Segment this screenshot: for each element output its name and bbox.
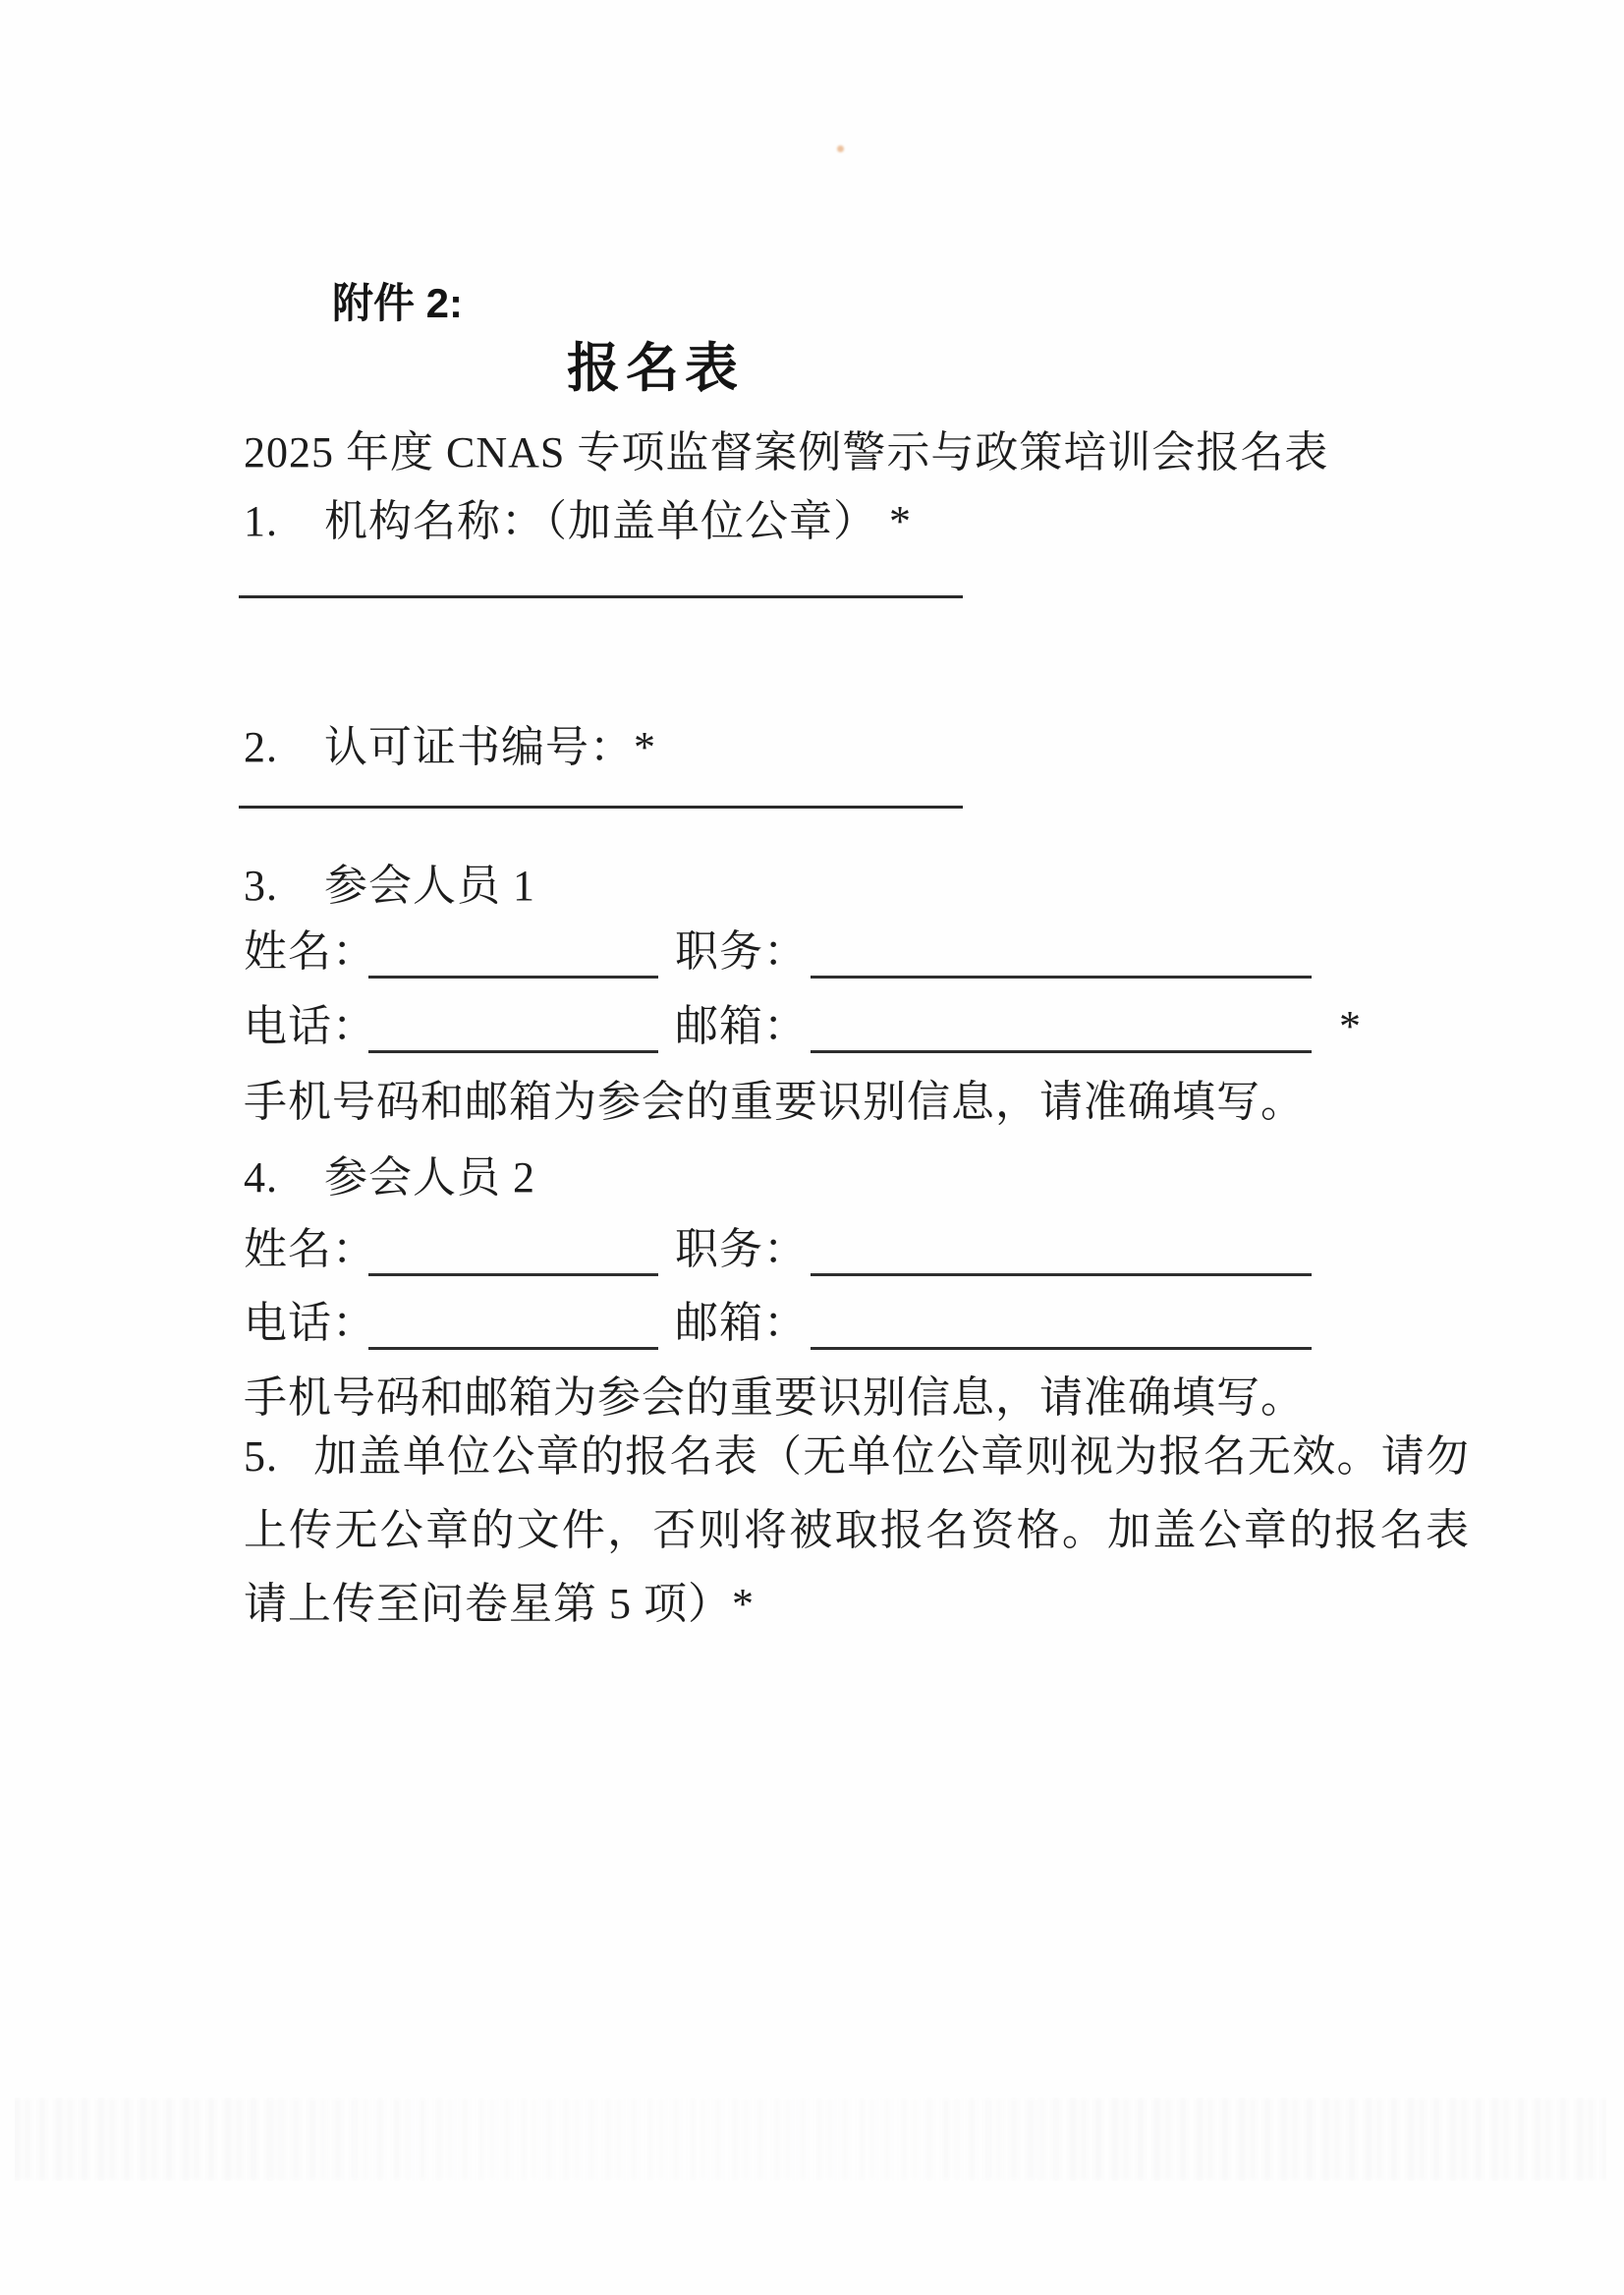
section-attendee1-heading xyxy=(244,850,535,913)
attendee1-name-row xyxy=(244,916,1312,975)
attendee1-required-asterisk: * xyxy=(1339,1002,1362,1050)
scan-bleedthrough-artifact xyxy=(15,2098,1606,2181)
attendee1-name-blank xyxy=(368,924,658,979)
attendee1-mail-label: 邮箱： xyxy=(675,1002,808,1050)
attendee2-job-blank xyxy=(811,1222,1312,1276)
section-stamp-number: 5. xyxy=(244,1432,278,1481)
attendee1-phone-row xyxy=(244,990,1362,1049)
org-name-blank-line xyxy=(239,595,963,598)
attendee1-mail-blank xyxy=(811,999,1312,1053)
attendee2-mail-blank xyxy=(811,1296,1312,1350)
section-stamp-paragraph xyxy=(244,1420,1470,1641)
attendee2-phone-label: 电话： xyxy=(244,1299,376,1347)
section-org xyxy=(244,485,912,548)
section-cert xyxy=(244,711,656,774)
section-cert-label: 认可证书编号：* xyxy=(324,723,656,771)
section-stamp-label: 加盖单位公章的报名表（无单位公章则视为报名无效。请勿上传无公章的文件，否则将被取报名资格。加盖公章的报名表请上传至问卷星第 5 项）* xyxy=(244,1432,1470,1628)
attendee1-name-label: 姓名： xyxy=(244,927,376,976)
scan-speck-artifact xyxy=(837,145,844,152)
section-org-number: 1. xyxy=(244,497,278,545)
attendee1-note: 手机号码和邮箱为参会的重要识别信息，请准确填写。 xyxy=(244,1078,1305,1126)
section-attendee2-number: 4. xyxy=(244,1153,278,1202)
section-org-label: 机构名称：（加盖单位公章） * xyxy=(324,497,912,545)
attendee2-name-label: 姓名： xyxy=(244,1225,376,1273)
attendee1-phone-label: 电话： xyxy=(244,1002,376,1050)
attendee1-phone-blank xyxy=(368,999,658,1053)
attendee1-job-blank xyxy=(811,924,1312,979)
form-subtitle: 2025 年度 CNAS 专项监督案例警示与政策培训会报名表 xyxy=(244,428,1329,476)
section-cert-number: 2. xyxy=(244,723,278,771)
attendee2-phone-blank xyxy=(368,1296,658,1350)
attachment-label: 附件 2: xyxy=(332,280,464,326)
attendee2-name-blank xyxy=(368,1222,658,1276)
attendee2-name-row xyxy=(244,1213,1312,1272)
section-attendee1-label: 参会人员 1 xyxy=(324,862,535,910)
attendee2-phone-row xyxy=(244,1287,1312,1346)
attendee1-job-label: 职务： xyxy=(675,927,808,976)
section-attendee1-number: 3. xyxy=(244,862,278,910)
form-title: 报名表 xyxy=(567,339,744,398)
attendee2-note: 手机号码和邮箱为参会的重要识别信息，请准确填写。 xyxy=(244,1373,1305,1422)
attendee2-job-label: 职务： xyxy=(675,1225,808,1273)
section-attendee2-heading xyxy=(244,1142,535,1204)
cert-number-blank-line xyxy=(239,806,963,809)
section-attendee2-label: 参会人员 2 xyxy=(324,1153,535,1202)
attendee2-mail-label: 邮箱： xyxy=(675,1299,808,1347)
